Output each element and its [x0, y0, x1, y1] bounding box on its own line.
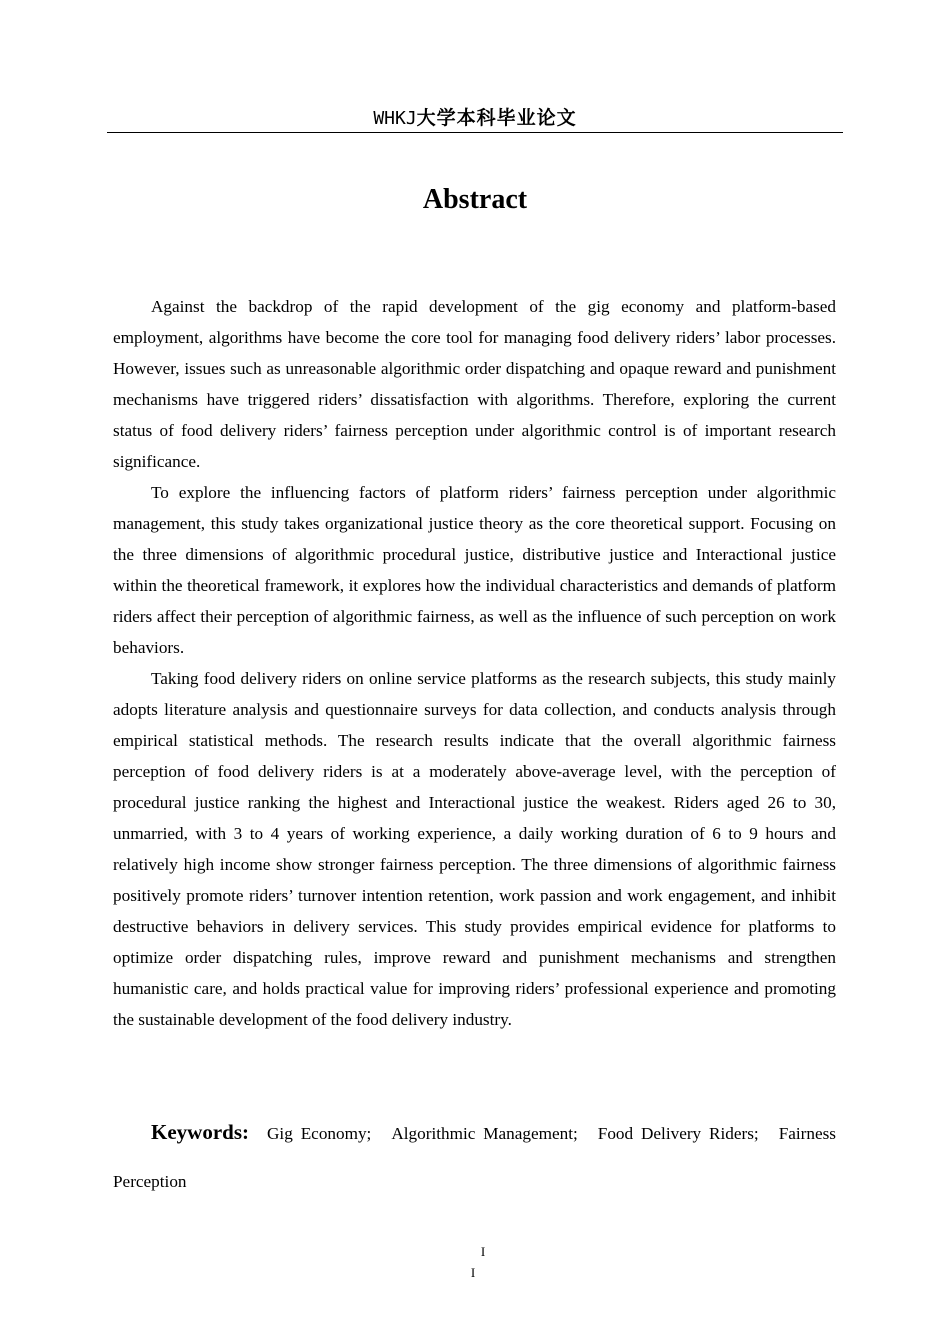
header-latin: WHKJ — [373, 108, 417, 129]
running-header — [107, 104, 843, 133]
keyword-item: Fairness Perception — [113, 1124, 836, 1191]
page-number-footer: I — [470, 1265, 476, 1280]
abstract-paragraph-2: To explore the influencing factors of platform riders’ fairness perception under algorithmic management, this study takes organizational justice theory as the core theoretical support. Focusing on the three dimensions of algorithmic procedural justice, distributive justice and Interactional justice within the theoretical framework, it explores how the individual characteristics and demands of platform riders affect their perception of algorithmic fairness, as well as the influence of such perception on work behaviors. — [113, 483, 836, 657]
abstract-body — [113, 291, 836, 1035]
keyword-item: Gig Economy; — [267, 1124, 372, 1143]
abstract-paragraph-3: Taking food delivery riders on online service platforms as the research subjects, this study mainly adopts literature analysis and questionnaire surveys for data collection, and conducts analysis through empirical statistical methods. The research results indicate that the overall algorithmic fairness perception of food delivery riders is at a moderately above-average level, with the perception of procedural justice ranking the highest and Interactional justice the weakest. Riders aged 26 to 30, unmarried, with 3 to 4 years of working experience, a daily working duration of 6 to 9 hours and relatively high income show stronger fairness perception. The three dimensions of algorithmic fairness positively promote riders’ turnover intention retention, work passion and work engagement, and inhibit destructive behaviors in delivery services. This study provides empirical evidence for platforms to optimize order dispatching rules, improve reward and punishment mechanisms and strengthen humanistic care, and holds practical value for improving riders’ professional experience and promoting the sustainable development of the food delivery industry. — [113, 669, 836, 1029]
keywords-label: Keywords: — [151, 1120, 249, 1144]
keywords-block — [113, 1108, 836, 1206]
keyword-item: Algorithmic Management; — [391, 1124, 578, 1143]
header-cjk: 大学本科毕业论文 — [416, 107, 577, 129]
abstract-paragraph-1: Against the backdrop of the rapid development of the gig economy and platform-based employment, algorithms have become the core tool for managing food delivery riders’ labor processes. However, issues such as unreasonable algorithmic order dispatching and opaque reward and punishment mechanisms have triggered riders’ dissatisfaction with algorithms. Therefore, exploring the current status of food delivery riders’ fairness perception under algorithmic control is of important research significance. — [113, 297, 836, 471]
keyword-item: Food Delivery Riders; — [597, 1124, 759, 1143]
page-title: Abstract — [422, 184, 528, 215]
page-number: I — [480, 1244, 486, 1259]
